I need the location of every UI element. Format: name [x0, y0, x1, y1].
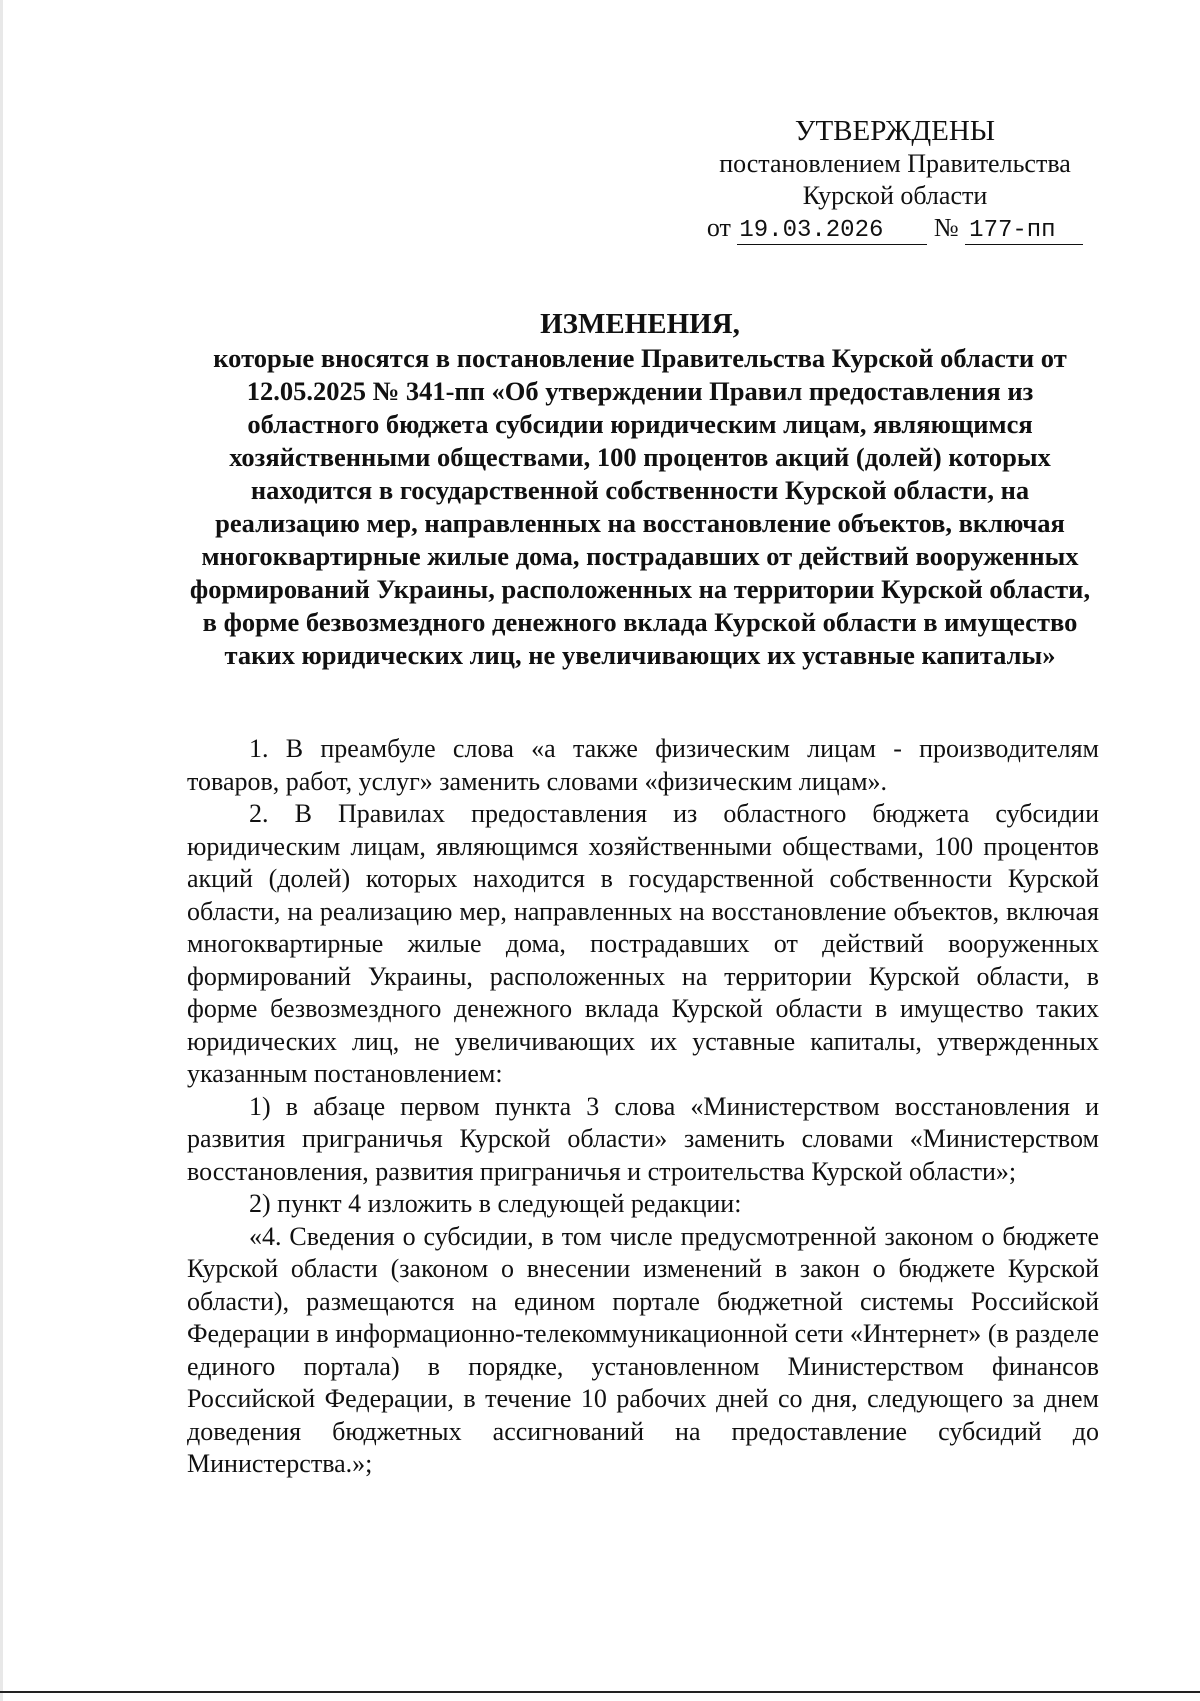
number-sign: № [933, 213, 959, 242]
approval-date: 19.03.2026 [737, 218, 927, 245]
approval-block [700, 114, 1090, 245]
paragraph-2: 2. В Правилах предоставления из областного бюджета субсидии юридическим лицам, являющимся хозяйственными обществами, 100 процентов акций (долей) которых находится в государственной собственности Курской области, на реализацию мер, направленных на восстановление объектов, включая многоквартирные жилые дома, пострадавших от действий вооруженных формирований Украины, расположенных на территории Курской области, в форме безвозмездного денежного вклада Курской области в имущество таких юридических лиц, не увеличивающих их уставные капиталы, утвержденных указанным постановлением: [187, 799, 1099, 1088]
approval-title: УТВЕРЖДЕНЫ [794, 115, 996, 147]
paragraph-4: 2) пункт 4 изложить в следующей редакции: [249, 1189, 742, 1218]
document-heading [180, 306, 1100, 672]
approval-line-1: постановлением Правительства [719, 149, 1071, 178]
scan-edge [0, 0, 3, 1701]
heading-title: ИЗМЕНЕНИЯ, [540, 308, 740, 340]
scan-bottom-line [0, 1691, 1200, 1693]
date-prefix: от [706, 213, 731, 242]
document-body [187, 733, 1099, 1481]
paragraph-3: 1) в абзаце первом пункта 3 слова «Министерством восстановления и развития приграничья Курской области» заменить словами «Министерством восстановления, развития приграничья и строительства Курской области»; [187, 1091, 1099, 1186]
approval-date-number [700, 212, 1090, 245]
approval-line-2: Курской области [802, 181, 988, 210]
heading-subtitle: которые вносятся в постановление Правительства Курской области от 12.05.2025 № 341-пп «Об утверждении Правил предоставления из областного бюджета субсидии юридическим лицам, являющимся хозяйственными обществами, 100 процентов акций (долей) которых находится в государственной собственности Курской области, на реализацию мер, направленных на восстановление объектов, включая многоквартирные жилые дома, пострадавших от действий вооруженных формирований Украины, расположенных на территории Курской области, в форме безвозмездного денежного вклада Курской области в имущество таких юридических лиц, не увеличивающих их уставные капиталы» [189, 343, 1091, 670]
paragraph-1: 1. В преамбуле слова «а также физическим лицам - производителям товаров, работ, услуг» заменить словами «физическим лицам». [187, 734, 1099, 796]
paragraph-5: «4. Сведения о субсидии, в том числе предусмотренной законом о бюджете Курской области (законом о внесении изменений в закон о бюджете Курской области), размещаются на едином портале бюджетной системы Российской Федерации в информационно-телекоммуникационной сети «Интернет» (в разделе единого портала) в порядке, установленном Министерством финансов Российской Федерации, в течение 10 рабочих дней со дня, следующего за днем доведения бюджетных ассигнований на предоставление субсидий до Министерства.»; [187, 1221, 1099, 1478]
approval-number: 177-пп [965, 218, 1083, 245]
